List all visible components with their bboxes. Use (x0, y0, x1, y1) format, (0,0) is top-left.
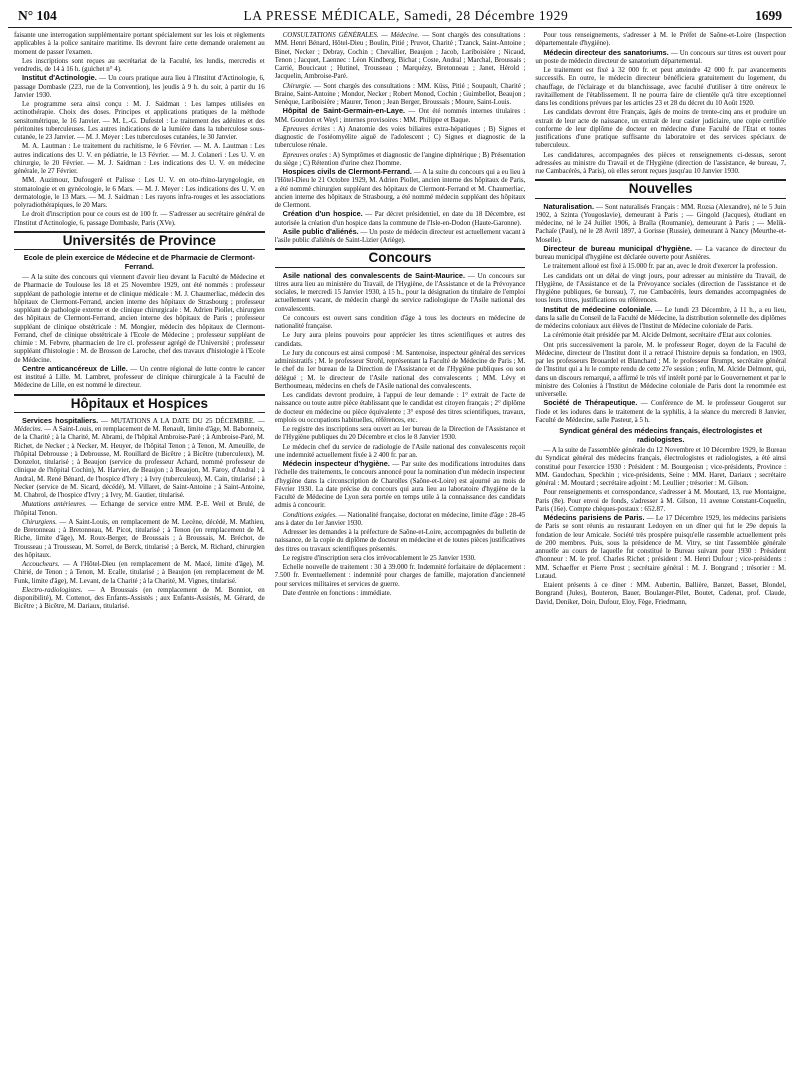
paragraph (275, 228, 526, 245)
paragraph (14, 560, 265, 585)
paragraph (275, 107, 526, 124)
para-heading: Hospices civils de Clermont-Ferrand. (282, 167, 412, 176)
paragraph: Le Jury du concours est ainsi composé : M. Santenoise, inspecteur général des services administratifs ; M. le professeur Strohl, représentant la Faculté de Médecine de Paris ; M. le chef du 1er bureau de la Direction de l'Assistance et de l'Hygiène publiques ou son délégué ; M. le directeur de l'Asile national des convalescents ; MM. Lévy et Berthoumeau, médecins en chefs de l'Asile national des convalescents. (274, 348, 526, 390)
paragraph: Pour renseignements et correspondance, s'adresser à M. Moutard, 13, rue Montaigne, Paris (8e). Pour envoi de fonds, s'adresser à M. Gilson, 11 avenue Constant-Coquelin, Paris (16e). Compte chèques-postaux : 652.87. (535, 488, 787, 513)
para-label: Epreuves écrites (282, 124, 330, 133)
para-heading: Asile public d'aliénés. (282, 226, 359, 236)
paragraph: Ont pris successivement la parole, M. le professeur Roger, doyen de la Faculté de Médecine, directeur de l'Institut dont il a retracé l'histoire depuis sa fondation, en 1903, par les professeurs Brouardel et Blanchard ; M. le professeur Brumpt, secrétaire général de l'Institut qui a lu le compte rendu de cette 27e session ; enfin, M. Alcide Delmont, qui, dans un discours remarqué, a affirmé le très vif intérêt porté par le Gouvernement et par le ministre des Colonies à l'Institut de Médecine coloniale de Paris dont la renommée est universelle. (535, 340, 787, 398)
paragraph (275, 151, 526, 168)
paragraph: Le registre des inscriptions sera ouvert au 1er bureau de la Direction de l'Assistance et de l'Hygiène publiques du 20 Décembre et clos le 8 Janvier 1930. (274, 425, 526, 442)
para-heading: Syndicat général des médecins français, électrologistes et radiologistes. (559, 426, 763, 444)
paragraph (14, 74, 265, 99)
paragraph: Le Jury aura pleins pouvoirs pour apprécier les titres scientifiques et autres des candidats. (274, 331, 526, 348)
paragraph: Adresser les demandes à la préfecture de Saône-et-Loire, accompagnées du bulletin de naissance, de la copie du diplôme de docteur en médecine et de toutes pièces justificatives des titres ou travaux scientifiques présentés. (274, 528, 526, 553)
paragraph (275, 511, 526, 528)
paragraph (14, 500, 265, 517)
para-heading: Institut de médecine coloniale. (543, 304, 653, 314)
para-text: — Ont été nommés internes titulaires : MM. Gourdon et Weyl ; internes provisoires : MM. Philippe et Baque. (274, 107, 526, 124)
para-heading: Asile national des convalescents de Saint-Maurice. (282, 270, 466, 280)
para-heading: Services hospitaliers. (22, 415, 99, 425)
para-text: : A) Anatomie des voies biliaires extra-hépatiques ; B) Signes et diagnostic de l'ostéomyélite aiguë de l'adolescent ; C) Signes et diagnostic de la tuberculose rénale. (274, 124, 526, 150)
section-title-universites: Universités de Province (14, 231, 265, 250)
paragraph: Le traitement est fixé à 32 000 fr. et peut atteindre 42 000 fr. par avancements successifs. En outre, le médecin directeur bénéficiera gratuitement du logement, du chauffage, de l'éclairage et du blanchissage, avec faculté d'utiliser à titre onéreux le ravitaillement de l'établissement. Il ne pourra faire de clientèle qu'à titre exceptionnel dans les conditions prévues par les articles 23 et 28 du décret du 10 Août 1920. (535, 66, 787, 107)
paragraph: Le programme sera ainsi conçu : M. J. Saidman : Les lampes utilisées en actinothérapie. Choix des doses. Principes et applications pratiques de la méthode sensitométrique, le 16 Janvier. — M. L.-G. Dufestel : Le traitement des adénites et des péritonites tuberculeuses. Les autres indications de la lumière dans la tuberculose sous-cutanée, le 23 Janvier. — M. J. Meyer : Les tuberculoses cutanées, le 30 Janvier. (14, 100, 265, 141)
paragraph (535, 399, 786, 424)
section-title-concours: Concours (275, 248, 526, 267)
paragraph (275, 125, 526, 150)
paragraph: Ce concours est ouvert sans condition d'âge à tous les docteurs en médecine de nationalité française. (274, 313, 526, 330)
para-text: — Nationalité française, doctorat en médecine, limite d'âge : 28-45 ans à dater du 1er Janvier 1930. (274, 510, 526, 527)
paragraph (275, 210, 526, 227)
para-text: — A Saint-Louis, en remplacement de M. Lecène, décédé, M. Mathieu, de Bretonneau ; à Bretonneau, M. Picot, titularisé ; à Tenon (en remplacement de M. Riche, limite d'âge), M. Roux-Berger, de Broussais ; à Broussais, M. Bréchot, de Trousseau ; à Trousseau, M. Sorrel, de Berck, titularisé ; à Berck, M. Richard, chirurgien des hôpitaux. (14, 517, 265, 559)
para-text: — Par décret présidentiel, en date du 18 Décembre, est autorisée la création d'un hospice dans la commune de l'Isle-en-Dodon (Haute-Garonne). (274, 210, 526, 227)
issue-number: N° 104 (18, 8, 57, 23)
para-text: — Un poste de médecin directeur est actuellement vacant à l'asile public d'aliénés de Saint-Lizier (Ariège). (274, 227, 526, 244)
para-label: Chirurgiens. (22, 517, 58, 526)
paragraph (275, 31, 526, 81)
paragraph (14, 586, 265, 611)
paragraph: Echelle nouvelle de traitement : 30 à 39.000 fr. Indemnité forfaitaire de déplacement : 7.500 fr. Eventuellement : indemnité pour charges de famille, majoration d'ancienneté pour services militaires et services de guerre. (274, 563, 526, 588)
para-label: Mutations antérieures. (22, 500, 87, 509)
para-heading: Naturalisation. (543, 201, 595, 211)
paragraph: Les candidats devront produire, à l'appui de leur demande : 1° extrait de l'acte de naissance ou toute autre pièce établissant que le candidat est citoyen français ; 2° diplôme de docteur en médecine ou pièce équivalente ; 3° exposé des titres scientifiques, travaux, emplois ou occupations habituelles, références, etc. (274, 391, 526, 424)
para-text: — Un cours pratique aura lieu à l'Institut d'Actinologie, 6, passage Dombasle (223, rue de la Convention), les jeudis à 9 h. du soir, à partir du 16 Janvier 1930. (14, 74, 265, 99)
para-label: Electro-radiologistes. (22, 585, 83, 594)
para-heading: Création d'un hospice. (282, 209, 363, 219)
masthead (8, 6, 792, 28)
paragraph: Les candidats devront être Français, âgés de moins de trente-cinq ans et produire un extrait de leur acte de naissance, un extrait de leur casier judiciaire, une copie certifiée conforme de leur diplôme de docteur en médecine d'une Faculté de l'Etat et toutes justifications d'une pratique suffisante du laboratoire et des services spéciaux de tuberculeux. (535, 108, 787, 150)
paragraph (535, 245, 786, 262)
para-label: Médecins. (14, 425, 43, 433)
paragraph (535, 49, 786, 66)
paragraph: Le registre d'inscription sera clos irrévocablement le 25 Janvier 1930. (282, 553, 476, 562)
paragraph: MM. Auzimour, Dufougeré et Palisse : Les U. V. en oto-rhino-laryngologie, en stomatologie et en gynécologie, le 6 Mars. — M. J. Meyer : Les indications des U. V. en dermatologie, le 13 Mars. — M. J. Saidman : Les rayons infra-rouges et les associations polyradiothérapiques, le 20 Mars. (14, 176, 265, 209)
para-text: — Un concours sur titres est ouvert pour un poste de médecin directeur de sanatorium départemental. (535, 48, 787, 65)
para-label: Conditions exigées. (282, 510, 338, 519)
para-heading: Institut d'Actinologie. (22, 73, 97, 83)
para-text: — Sont chargés des consultations : MM. Henri Bénard, Hôtel-Dieu ; Boulin, Pitié ; Pruvot, Charité ; Tzanck, Saint-Antoine ; Binet, Necker ; Debray, Cochin ; Chevallier, Beaujon ; Jacob, Lariboisière ; Nicaud, Tenon ; Jacquet, Laennec : Léon Kindberg, Bichat ; Coste, Andral ; Marchal, Broussais ; Carrié, Boucicaut ; Hutinel, Trousseau ; Marquézy, Bretonneau ; Janet, Hérold ; Jacquelin, Ambroise-Paré. (274, 31, 526, 81)
paragraph (275, 460, 526, 510)
para-label: Chirurgie. (282, 81, 312, 90)
paragraph: M. A. Lautman : Le traitement du rachitisme, le 6 Février. — M. A. Lautman : Les autres indications des U. V. en pédiatrie, le 13 Février. — M. J. Colaneri : Les U. V. en chirurgie, le 20 Février. — M. J. Saidman : Les indications des U. V. en médecine générale, le 27 Février. (14, 142, 265, 175)
para-text: — Sont naturalisés Français : MM. Rozsa (Alexandre), né le 5 Juin 1902, à Szinta (Yougoslavie), demeurant à Paris ; — Gingold (Jacques), étudiant en médecine, né le 24 Juillet 1906, à Braïla (Roumanie), demeurant à Paris ; — Melik-Pachaïe (Paul), né le 28 Avril 1897, à Gorisse (Russie), demeurant à Nancy (Meurthe-et-Moselle). (535, 202, 787, 244)
para-heading: Ecole de plein exercice de Médecine et de Pharmacie de Clermont-Ferrand. (23, 253, 255, 271)
para-text: — Sont chargés des consultations : MM. Küss, Pitié ; Soupault, Charité ; Braine, Saint-Antoine ; Mondor, Necker ; Robert Monod, Cochin ; Guimbellot, Beaujon ; Senèque, Lariboisière ; Maurer, Tenon ; Jean Berger, Broussais ; Moure, Saint-Louis. (274, 81, 526, 106)
paragraph: Date d'entrée en fonctions : immédiate. (282, 588, 392, 597)
para-heading: Médecin inspecteur d'hygiène. (282, 459, 390, 468)
paragraph (275, 272, 526, 313)
para-text: : A) Symptômes et diagnostic de l'angine diphtérique ; B) Présentation du siège ; C) Rétention d'urine chez l'homme. (274, 150, 526, 167)
journal-title: LA PRESSE MÉDICALE, Samedi, 28 Décembre 1929 (243, 8, 569, 23)
page-number: 1699 (755, 8, 782, 23)
paragraph: Le médecin chef du service de radiologie de l'Asile national des convalescents reçoit une indemnité actuellement fixée à 2 400 fr. par an. (274, 442, 526, 459)
paragraph (14, 518, 265, 559)
paragraph (14, 365, 265, 390)
section-title-hopitaux: Hôpitaux et Hospices (14, 394, 265, 413)
para-text: — Echange de service entre MM. P.-E. Weil et Brulé, de l'hôpital Tenon. (14, 500, 265, 517)
paragraph: — A la suite des concours qui viennent d'avoir lieu devant la Faculté de Médecine et de Pharmacie de Toulouse les 18 et 25 Novembre 1929, ont été nommés : professeur suppléant de pathologie interne et de clinique médicale : M. J. Chaumerliac, médecin des hôpitaux de Clermont-Ferrand, ancien interne des hôpitaux de Strasbourg ; professeur suppléant de pathologie externe et de clinique chirurgicale : M. Adrien Piollet, chirurgien des hôpitaux de Clermont-Ferrand, ancien interne des hôpitaux de Paris ; professeur suppléant de clinique obstétricale : M. Mongier, médecin des hôpitaux de Clermont-Ferrand, chef de clinique obstétricale à l'Ecole de Médecine ; professeur suppléant de chimie : M. Febvre, pharmacien de 1re cl. professeur agrégé de l'Université ; professeur suppléant d'histologie : M. de Brosson de Laroche, chef des travaux d'histologie à l'Ecole de Médecine. (14, 273, 265, 364)
paragraph: Les candidatures, accompagnées des pièces et renseignements ci-dessus, seront adressées au ministre du Travail et de l'Hygiène (direction de l'assistance, 4e bureau, 7, rue Cambacérès, à Paris), où elles seront reçues jusqu'au 10 Janvier 1930. (535, 150, 787, 175)
para-label: Accoucheurs. (22, 560, 60, 568)
section-title-nouvelles: Nouvelles (535, 179, 786, 198)
column-left (14, 31, 265, 1081)
paragraph: — A la suite de l'assemblée générale du 12 Novembre et 10 Décembre 1929, le Bureau du Syndicat général des médecins français, électrologistes et radiologistes, a été ainsi constitué pour l'exercice 1930 : Président : M. Bourgeoisn ; vice-présidents, Province : MM. Gaudochau, Speckhin ; vice-présidents, Seine : MM. Haret, Dariaux ; secrétaire général : M. Moutard ; secrétaire adjoint : M. Leullier ; trésorier : M. Gilson. (535, 446, 787, 487)
para-text: — La vacance de directeur du bureau municipal d'hygiène est déclarée ouverte pour Asnières. (535, 244, 787, 261)
para-text: — Par suite des modifications introduites dans l'échelle des traitements, le concours annoncé pour la nomination d'un médecin inspecteur d'hygiène dans la circonscription de Charolles (Saône-et-Loire) est ajourné au mois de Février 1930. La date précise du concours qui aura lieu au laboratoire d'hygiène de la Faculté de Médecine de Lyon sera portée en temps utile à la connaissance des candidats admis à concourir. (274, 460, 526, 510)
para-text: — A Broussais (en remplacement de M. Bonniot, en disponibilité), M. Cottenot, des Enfants-Assistés ; aux Enfants-Assistés, M. Gérard, de Bicêtre ; à Bicêtre, M. Dariaux, titularisé. (14, 585, 265, 611)
columns (8, 28, 792, 1081)
para-text: — Le lundi 23 Décembre, à 11 h., a eu lieu, dans la salle du Conseil de la Faculté de Médecine, la distribution solennelle des diplômes de médecins coloniaux aux élèves de l'Institut de Médecine coloniale de Paris. (535, 305, 787, 330)
para-text: — Un concours sur titres aura lieu au ministère du Travail, de l'Hygiène, de l'Assistance et de la Prévoyance sociales, le mercredi 15 Janvier 1930, à 15 h., pour la désignation du titulaire de l'emploi actuellement vacant, de médecin chargé du service radiologique de l'Asile national des convalescents. (274, 271, 526, 313)
para-heading: Hôpital de Saint-Germain-en-Laye. (282, 106, 406, 116)
column-right (535, 31, 786, 1081)
para-text: — Le 17 Décembre 1929, les médecins parisiens de Paris se sont réunis au restaurant Ledoyen en un dîner qui fut le 29e depuis la fondation de leur Amicale. Société très prospère puisqu'elle rassemble actuellement près de 200 membres. Puis, sous la présidence de M. Vitry, se tint l'assemblée générale annuelle au cours de laquelle fut constitué le Bureau suivant pour 1930 : Président d'honneur : M. le prof. Charles Richet ; président : M. Henri Dufour ; vice-présidents : MM. Schaeffer et Pierre Prost ; secrétaire général : M. J. Bongrand ; trésorier : M. Lutaud. (535, 514, 787, 580)
para-heading: Centre anticancéreux de Lille. (22, 363, 128, 373)
para-heading: Médecin directeur des sanatoriums. (543, 47, 669, 57)
para-label: Epreuves orales (282, 150, 328, 159)
paragraph: Pour tous renseignements, s'adresser à M. le Préfet de Saône-et-Loire (Inspection départementale d'hygiène). (535, 31, 787, 48)
para-heading: Médecins parisiens de Paris. (543, 513, 645, 522)
para-heading: Société de Thérapeutique. (543, 398, 638, 408)
paragraph (275, 82, 526, 107)
paragraph (535, 306, 786, 331)
paragraph: La cérémonie était présidée par M. Alcide Delmont, secrétaire d'Etat aux colonies. (543, 331, 772, 340)
paragraph (14, 417, 265, 500)
para-heading: Directeur de bureau municipal d'hygiène. (543, 243, 693, 253)
para-text: — Un centre régional de lutte contre le cancer est institué à Lille. M. Lambret, professeur de clinique chirurgicale à la Faculté de Médecine de Lille, en est nommé le directeur. (14, 364, 265, 390)
para-text: — Conférence de M. le professeur Gougerot sur l'iode et les iodures dans le traitement de la syphilis, à la séance du mercredi 8 Janvier, Faculté de Médecine, salle Pasteur, à 5 h. (535, 399, 787, 424)
para-text: — MUTATIONS A LA DATE DU 25 DÉCEMBRE. — (98, 416, 265, 425)
column-middle (275, 31, 526, 1081)
paragraph: Le traitement alloué est fixé à 15.000 fr. par an, avec le droit d'exercer la profession. (543, 262, 778, 271)
paragraph: Etaient présents à ce dîner : MM. Aubertin, Ballière, Banzet, Basset, Blondel, Bongrand (Jules), Bouteron, Bauer, Boulanger-Pilet, Boutet, Cadenat, prof. Claude, David, Deniker, Doin, Dufour, Eloy, Fège, Friedmann, (535, 581, 787, 606)
paragraph: Les candidats ont un délai de vingt jours, pour adresser au ministère du Travail, de l'Hygiène, de l'Assistance et de la Prévoyance sociales (direction de l'assistance et de l'hygiène publiques, 6e bureau), 7, rue Cambacérès, leurs demandes accompagnées de tous leurs titres, justifications ou références. (535, 271, 787, 305)
para-text: — A Saint-Louis, en remplacement de M. Renault, limite d'âge, M. Babonneix, de la Charité ; à la Charité, M. Abrami, de l'hôpital Ambroise-Paré ; à Ambroise-Paré, M. Richet, de Necker ; à Necker, M. Heuyer, de l'hôpital Tenon ; à Tenon, M. Ameuille, de l'hôpital Debrousse ; à Debrousse, M. Rouillard de Bicêtre ; à Bicêtre (tuberculeux), M. Donzelot, titularisé ; à Beaujon (service du professeur Achard, nommé professeur de clinique de l'hôpital Cochin), M. Harvier, de Beaujon ; à Beaujon, M. Faroy, d'Andral ; à Andral, M. René Bénard, de l'hospice d'Ivry ; à Ivry (tuberculeux), M. Cain, titularisé ; à Necker (service de M. Sicard, décédé), M. Villaret, de Saint-Antoine ; à Saint-Antoine, M. Chabrol, de l'hospice d'Ivry ; à Ivry, M. Gautier, titularisé. (14, 425, 265, 499)
para-text: — A la suite du concours qui a eu lieu à l'Hôtel-Dieu le 21 Octobre 1929, M. Adrien Piollet, ancien interne des hôpitaux de Paris, a été nommé chirurgien suppléant des hôpitaux de Clermont-Ferrand et M. Chaumerliac, ancien interne des hôpitaux de Strasbourg, a été nommé médecin suppléant des hôpitaux de Clermont. (274, 168, 526, 209)
paragraph: Les inscriptions sont reçues au secrétariat de la Faculté, les lundis, mercredis et vendredis, de 14 à 16 h. (guichet n° 4). (14, 56, 265, 73)
paragraph: Le droit d'inscription pour ce cours est de 100 fr. — S'adresser au secrétaire général de l'Institut d'Actinologie, 6, passage Dombasle, Paris (XVe). (14, 210, 265, 227)
paragraph: faisante une interrogation supplémentaire portant spécialement sur les lois et règlements applicables à la police sanitaire maritime. Ils devront faire cette demande oralement au moment de passer l'examen. (14, 31, 265, 56)
para-label: CONSULTATIONS GÉNÉRALES. — Médecine. (282, 31, 420, 39)
paragraph (535, 514, 786, 580)
para-text: — A l'Hôtel-Dieu (en remplacement de M. Macé, limite d'âge), M. Chirié, de Tenon ; à Tenon, M. Ecalle, titularisé ; à Beaujon (en remplacement de M. Funk, limite d'âge), M. Levant, de la Charité ; à la Charité, M. Vignes, titularisé. (14, 560, 265, 585)
paragraph (275, 168, 526, 209)
paragraph (535, 203, 786, 244)
newspaper-page (8, 0, 792, 1080)
